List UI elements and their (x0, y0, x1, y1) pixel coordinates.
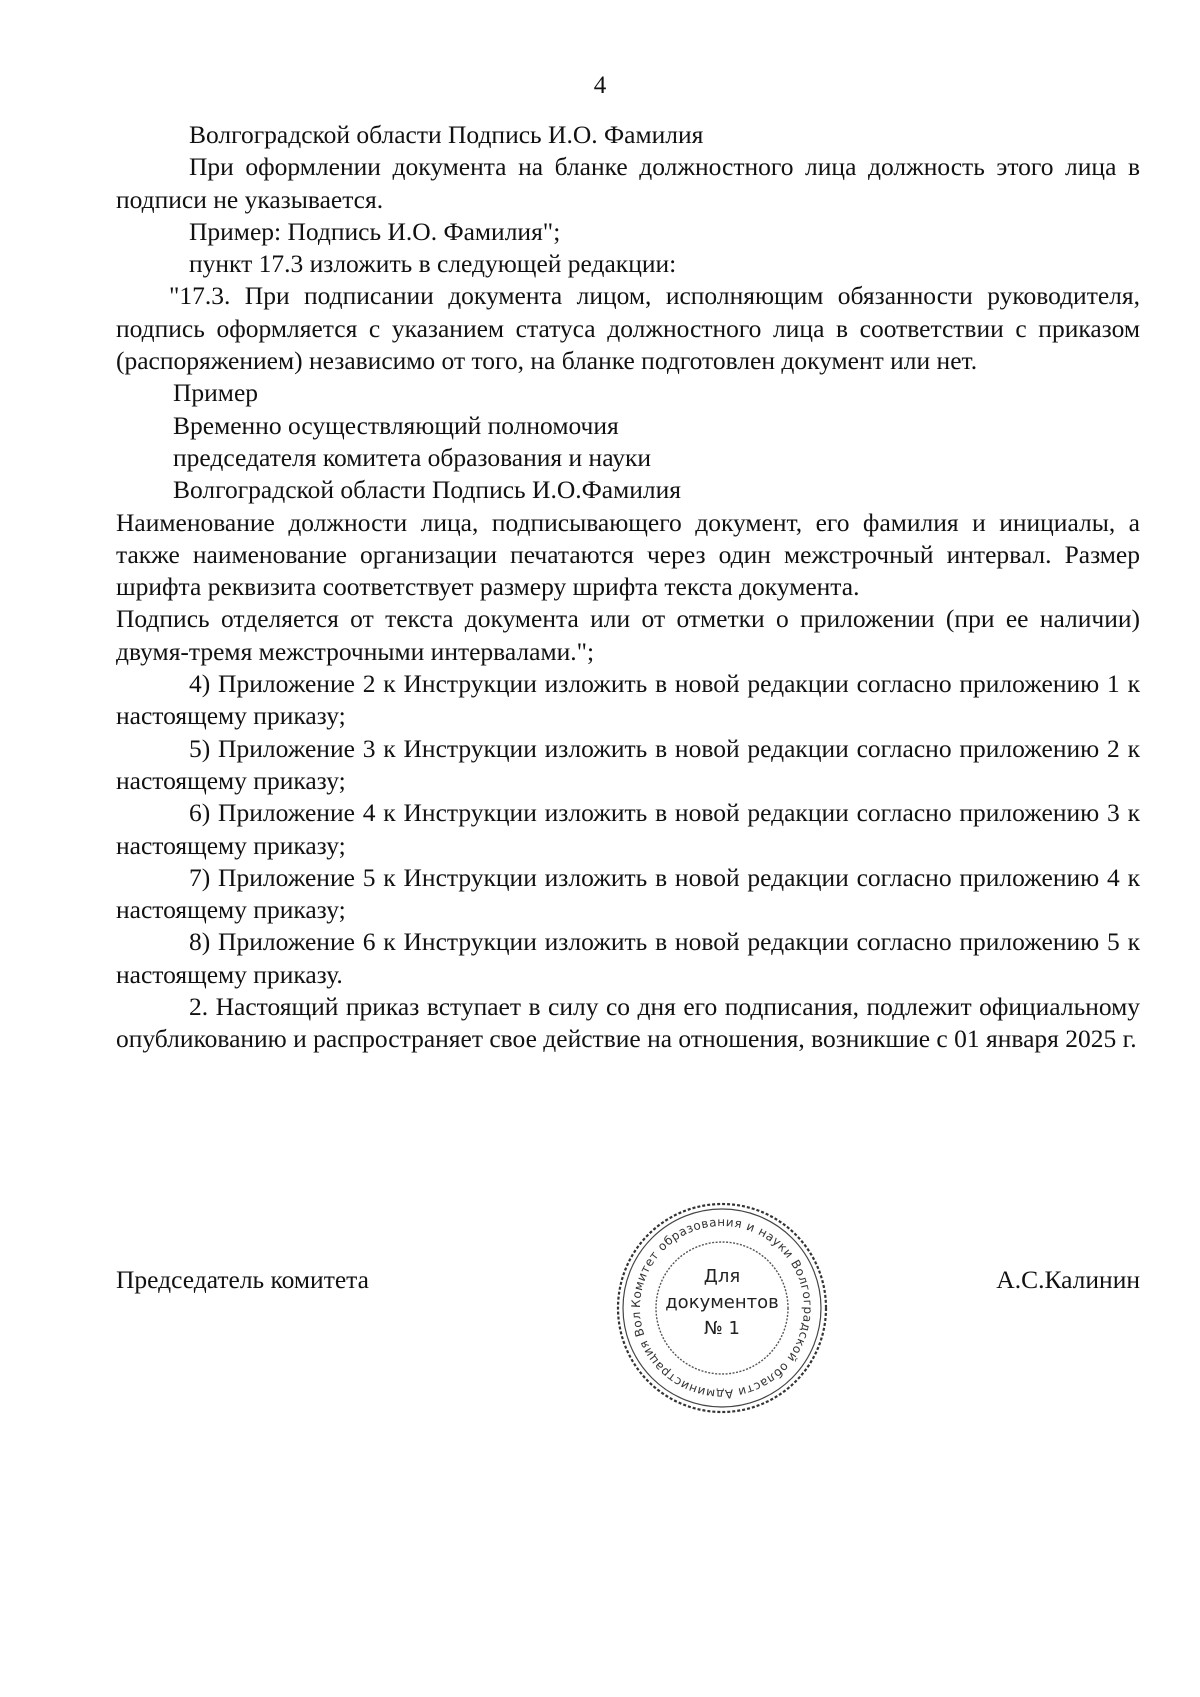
example-line-2: Временно осуществляющий полномочия (173, 410, 619, 440)
list-item-4: 4) Приложение 2 к Инструкции изложить в новой редакции согласно приложению 1 к настоящему приказу; (116, 669, 1140, 731)
page-number: 4 (593, 72, 607, 99)
paragraph-3: Пример: Подпись И.О. Фамилия"; (189, 216, 561, 246)
example-line-3: председателя комитета образования и науки (173, 442, 652, 472)
list-item-8: 8) Приложение 6 к Инструкции изложить в новой редакции согласно приложению 5 к настоящему приказу. (116, 927, 1140, 989)
paragraph-2: При оформлении документа на бланке должностного лица должность этого лица в подписи не указывается. (116, 152, 1140, 214)
example-line-1: Пример (173, 378, 259, 408)
list-item-6: 6) Приложение 4 к Инструкции изложить в новой редакции согласно приложению 3 к настоящему приказу; (116, 798, 1140, 860)
paragraph-1: Волгоградской области Подпись И.О. Фамилия (189, 120, 704, 149)
seal-line-1: Для (703, 1266, 741, 1287)
paragraph-6: Наименование должности лица, подписывающего документ, его фамилия и инициалы, а также наименование организации печатаются через один межстрочный интервал. Размер шрифта реквизита соответствует размеру шрифта текста документа. (116, 507, 1140, 602)
seal-ring-text: Комитет образования и науки Волгоградской области Администрация Вол (628, 1214, 816, 1402)
document-body (116, 119, 1140, 1056)
paragraph-7: Подпись отделяется от текста документа или от отметки о приложении (при ее наличии) двумя-тремя межстрочными интервалами."; (116, 604, 1140, 666)
signatory-role: Председатель комитета (116, 1265, 369, 1294)
paragraph-4: пункт 17.3 изложить в следующей редакции: (189, 249, 677, 279)
paragraph-effective-date: 2. Настоящий приказ вступает в силу со дня его подписания, подлежит официальному опубликованию и распространяет свое действие на отношения, возникшие с 01 января 2025 г. (116, 992, 1140, 1054)
seal-line-2: документов (665, 1292, 779, 1313)
list-item-5: 5) Приложение 3 к Инструкции изложить в новой редакции согласно приложению 2 к настоящему приказу; (116, 733, 1140, 795)
paragraph-5: "17.3. При подписании документа лицом, исполняющим обязанности руководителя, подпись оформляется с указанием статуса должностного лица в соответствии с приказом (распоряжением) независимо от того, на бланке подготовлен документ или нет. (116, 281, 1140, 376)
example-line-4: Волгоградской области Подпись И.О.Фамилия (173, 475, 681, 505)
seal-line-3: № 1 (704, 1318, 740, 1339)
signatory-name: А.С.Калинин (996, 1265, 1140, 1294)
list-item-7: 7) Приложение 5 к Инструкции изложить в новой редакции согласно приложению 4 к настоящему приказу; (116, 862, 1140, 925)
official-seal (612, 1198, 832, 1418)
